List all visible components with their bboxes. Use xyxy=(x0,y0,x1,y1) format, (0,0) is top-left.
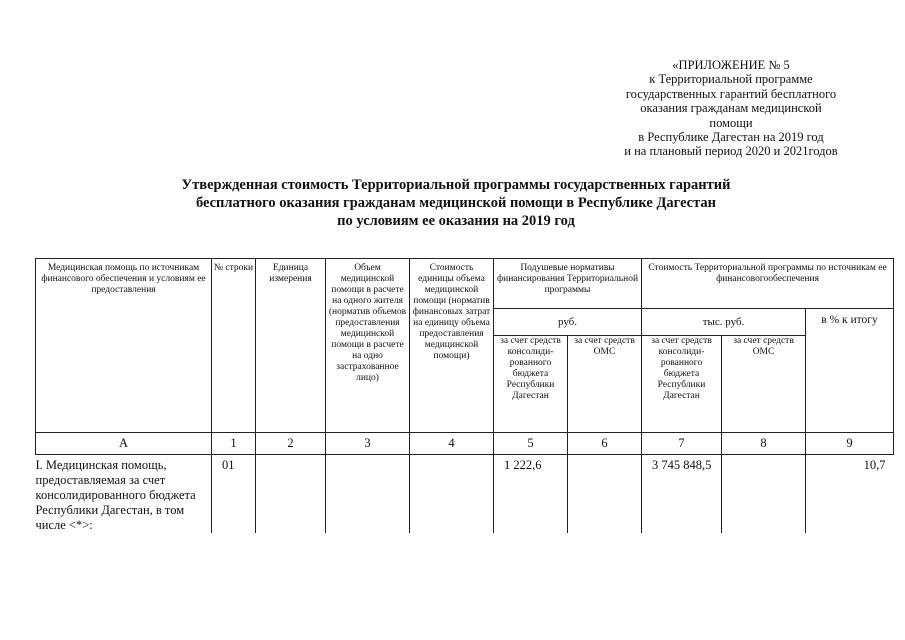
column-number: 6 xyxy=(568,433,642,455)
document-title xyxy=(140,176,772,230)
column-number: 5 xyxy=(494,433,568,455)
row-per-capita-budget: 1 222,6 xyxy=(494,455,568,534)
header-rub: руб. xyxy=(494,309,642,336)
row-cost-oms xyxy=(722,455,806,534)
header-unit-cost: Стоимость единицы объема медицинской помощи (норматив финансовых затрат на единицу объема предоставления медицинской помощи) xyxy=(410,259,494,433)
appendix-line: государственных гарантий бесплатного xyxy=(625,86,837,101)
title-line: Утвержденная стоимость Территориальной программы государственных гарантий xyxy=(181,177,731,193)
appendix-header xyxy=(600,58,862,159)
row-cost-budget: 3 745 848,5 xyxy=(642,455,722,534)
row-unit xyxy=(256,455,326,534)
header-volume: Объем медицинской помощи в расчете на одного жителя (норматив объемов предоставления медицинской помощи в расчете на одно застрахованное лицо) xyxy=(326,259,410,433)
row-label: I. Медицинская помощь, предоставляемая за счет консолидированного бюджета Республики Дагестан, в том числе <*>: xyxy=(35,458,196,532)
header-percent: в % к итогу xyxy=(806,309,894,433)
column-number: А xyxy=(36,433,212,455)
row-percent: 10,7 xyxy=(806,455,894,534)
appendix-line: и на плановый период 2020 и 2021годов xyxy=(624,144,838,159)
title-line: бесплатного оказания гражданам медицинской помощи в Республике Дагестан xyxy=(195,195,717,211)
header-program-cost: Стоимость Территориальной программы по источникам ее финансовогообеспечения xyxy=(642,259,894,309)
header-care-type: Медицинская помощь по источникам финансового обеспечения и условиям ее предоставления xyxy=(36,259,212,433)
header-cost-budget: за счет средств консолиди-рованного бюджета Республики Дагестан xyxy=(642,336,722,433)
row-unit-cost xyxy=(410,455,494,534)
column-number: 1 xyxy=(212,433,256,455)
column-number: 4 xyxy=(410,433,494,455)
column-number: 7 xyxy=(642,433,722,455)
row-per-capita-oms xyxy=(568,455,642,534)
column-number: 8 xyxy=(722,433,806,455)
appendix-line: «ПРИЛОЖЕНИЕ № 5 xyxy=(672,58,790,72)
header-per-capita-normatives: Подушевые нормативы финансирования Территориальной программы xyxy=(494,259,642,309)
appendix-line: оказания гражданам медицинской xyxy=(640,101,822,116)
header-unit: Единица измерения xyxy=(256,259,326,433)
row-volume xyxy=(326,455,410,534)
header-per-capita-oms: за счет средств ОМС xyxy=(568,336,642,433)
appendix-line: к Территориальной программе xyxy=(649,72,813,87)
header-thous-rub: тыс. руб. xyxy=(642,309,806,336)
cost-table xyxy=(35,258,894,533)
header-line-number: № строки xyxy=(212,259,256,433)
header-per-capita-budget: за счет средств консолиди-рованного бюджета Республики Дагестан xyxy=(494,336,568,433)
row-line-number: 01 xyxy=(212,455,256,534)
header-cost-oms: за счет средств ОМС xyxy=(722,336,806,433)
table-row xyxy=(36,455,894,534)
appendix-line: в Республике Дагестан на 2019 год xyxy=(638,130,824,145)
appendix-line: помощи xyxy=(709,115,753,130)
column-number: 2 xyxy=(256,433,326,455)
column-number: 9 xyxy=(806,433,894,455)
title-line: по условиям ее оказания на 2019 год xyxy=(337,213,575,229)
column-number: 3 xyxy=(326,433,410,455)
